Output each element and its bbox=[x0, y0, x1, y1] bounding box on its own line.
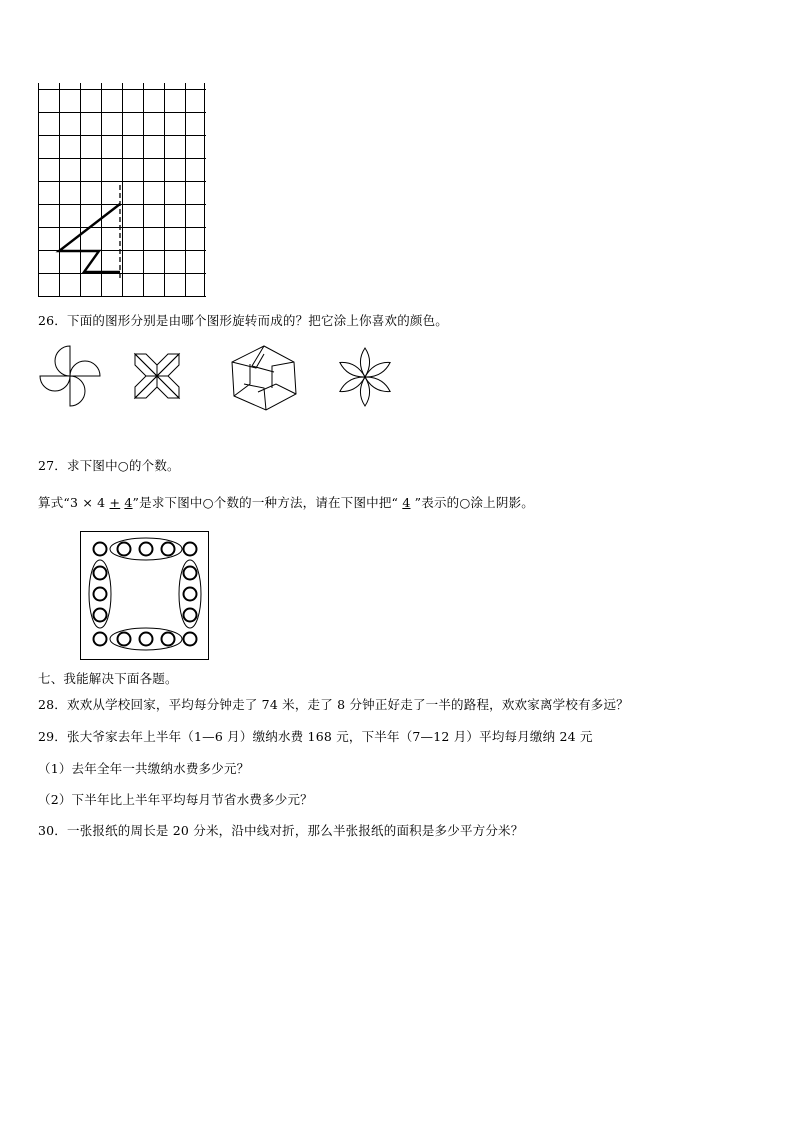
circles-figure bbox=[80, 531, 212, 663]
section-7-heading: 七、我能解决下面各题。 bbox=[38, 671, 178, 686]
x-shape-figure bbox=[130, 349, 184, 403]
grid-figure bbox=[38, 83, 208, 299]
half-shape bbox=[59, 204, 120, 272]
question-29-sub1: （1）去年全年一共缴纳水费多少元？ bbox=[38, 761, 250, 776]
flower-figure bbox=[332, 346, 398, 408]
hexagon-figure bbox=[228, 344, 300, 412]
question-28: 28．欢欢从学校回家，平均每分钟走了 74 米，走了 8 分钟正好走了一半的路程，欢欢家离学校有多远？ bbox=[38, 697, 629, 712]
pinwheel-figure bbox=[38, 344, 104, 408]
question-27-title: 27．求下图中○的个数。 bbox=[38, 458, 180, 473]
question-30: 30．一张报纸的周长是 20 分米，沿中线对折，那么半张报纸的面积是多少平方分米？ bbox=[38, 823, 524, 838]
question-29-sub2: （2）下半年比上半年平均每月节省水费多少元？ bbox=[38, 792, 313, 807]
question-26: 26．下面的图形分别是由哪个图形旋转而成的？把它涂上你喜欢的颜色。 bbox=[38, 313, 449, 328]
question-29: 29．张大爷家去年上半年（1—6 月）缴纳水费 168 元，下半年（7—12 月）平均每月缴纳 24 元 bbox=[38, 729, 593, 744]
question-27-instruction: 算式“3 × 4 + 4”是求下图中○个数的一种方法，请在下图中把“ 4 ”表示的○涂上阴影。 bbox=[38, 495, 534, 510]
